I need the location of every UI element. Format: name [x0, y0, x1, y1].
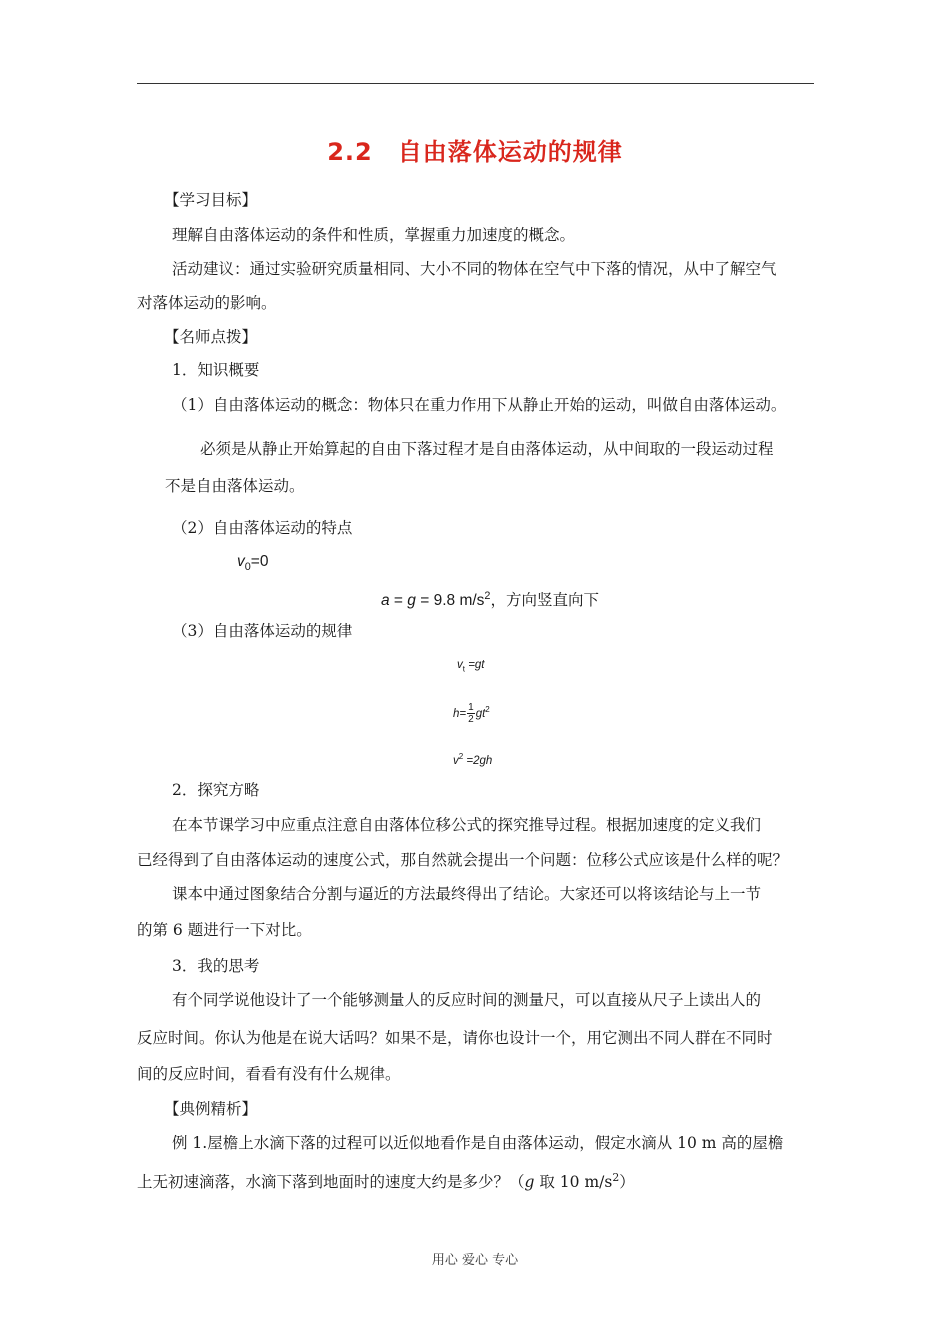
goals-heading: 【学习目标】 [164, 191, 258, 209]
knowledge-note-a: 必须是从静止开始算起的自由下落过程才是自由落体运动，从中间取的一段运动过程 [200, 440, 774, 458]
strategy-para-1a: 在本节课学习中应重点注意自由落体位移公式的探究推导过程。根据加速度的定义我们 [172, 816, 762, 834]
tips-heading: 【名师点拨】 [164, 328, 258, 346]
goal-line-1: 理解自由落体运动的条件和性质，掌握重力加速度的概念。 [172, 226, 576, 244]
strategy-heading: 2．探究方略 [172, 781, 260, 799]
thinking-heading: 3．我的思考 [172, 957, 260, 975]
goal-line-2b: 对落体运动的影响。 [137, 294, 277, 312]
knowledge-item-2: （2）自由落体运动的特点 [172, 519, 353, 537]
formula-velocity-squared: $v^2 =2gh$ [453, 752, 493, 767]
example-heading: 【典例精析】 [164, 1100, 258, 1118]
page-title: 2.2 自由落体运动的规律 [327, 138, 623, 166]
knowledge-note-b: 不是自由落体运动。 [165, 477, 305, 495]
formula-velocity: $v_t =gt$ [457, 659, 485, 674]
goal-line-2a: 活动建议：通过实验研究质量相同、大小不同的物体在空气中下落的情况，从中了解空气 [172, 260, 777, 278]
strategy-para-2b: 的第 6 题进行一下对比。 [137, 921, 312, 939]
knowledge-item-3: （3）自由落体运动的规律 [172, 622, 353, 640]
formula-displacement: h= $\frac{1}{2}$ $gt^2$ [453, 702, 490, 726]
knowledge-item-1: （1）自由落体运动的概念：物体只在重力作用下从静止开始的运动，叫做自由落体运动。 [172, 396, 787, 414]
thinking-para-a: 有个同学说他设计了一个能够测量人的反应时间的测量尺，可以直接从尺子上读出人的 [172, 991, 762, 1009]
feature-v0: $v_0=0$ [237, 553, 269, 574]
knowledge-heading: 1．知识概要 [172, 361, 260, 379]
feature-acceleration: a = g = 9.8 $m/s^2$，方向竖直向下 [381, 590, 599, 610]
thinking-para-c: 间的反应时间，看看有没有什么规律。 [137, 1065, 401, 1083]
example-1-line-a: 例 1.屋檐上水滴下落的过程可以近似地看作是自由落体运动，假定水滴从 10 m 高的屋檐 [172, 1134, 784, 1152]
header-rule [137, 83, 814, 84]
example-1-line-b: 上无初速滴落，水滴下落到地面时的速度大约是多少？（g 取 10 $m/s^2$） [137, 1171, 635, 1192]
page-footer: 用心 爱心 专心 [431, 1253, 519, 1268]
strategy-para-1b: 已经得到了自由落体运动的速度公式，那自然就会提出一个问题：位移公式应该是什么样的呢？ [137, 851, 789, 869]
thinking-para-b: 反应时间。你认为他是在说大话吗？如果不是，请你也设计一个，用它测出不同人群在不同时 [137, 1029, 773, 1047]
strategy-para-2a: 课本中通过图象结合分割与逼近的方法最终得出了结论。大家还可以将该结论与上一节 [172, 885, 762, 903]
